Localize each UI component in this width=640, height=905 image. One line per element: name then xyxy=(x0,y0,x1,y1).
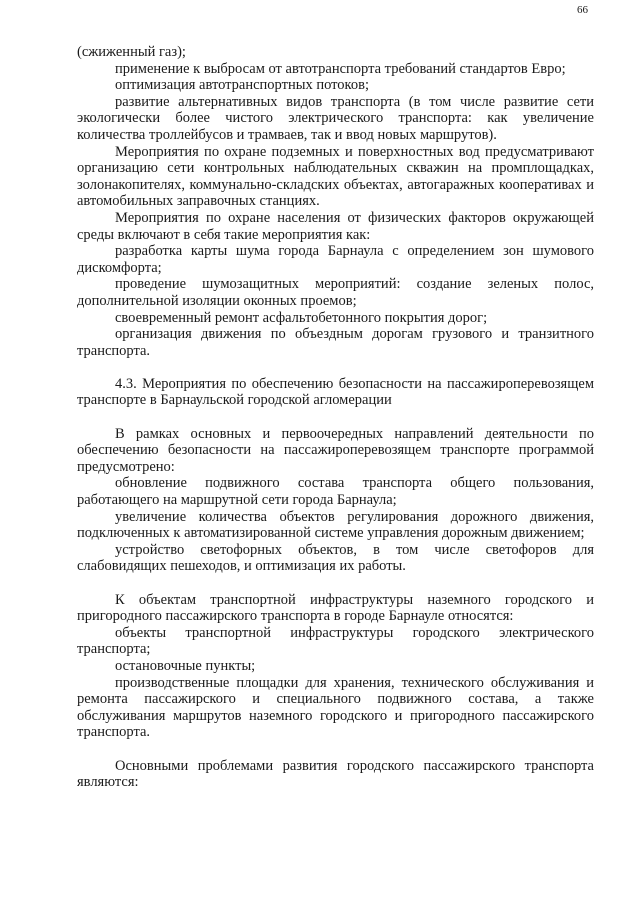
paragraph-spacer xyxy=(77,359,594,376)
paragraph: объекты транспортной инфраструктуры городского электрического транспорта; xyxy=(77,624,594,658)
paragraph-spacer xyxy=(77,575,594,592)
paragraph: обновление подвижного состава транспорта общего пользования, работающего на маршрутной сети города Барнаула; xyxy=(77,475,594,509)
section-heading: 4.3. Мероприятия по обеспечению безопасности на пассажироперевозящем транспорте в Барнаульской городской агломерации xyxy=(77,375,594,409)
paragraph-spacer xyxy=(77,741,594,758)
paragraph: Мероприятия по охране населения от физических факторов окружающей среды включают в себя такие мероприятия как: xyxy=(77,209,594,243)
paragraph: проведение шумозащитных мероприятий: создание зеленых полос, дополнительной изоляции оконных проемов; xyxy=(77,276,594,309)
paragraph: увеличение количества объектов регулирования дорожного движения, подключенных к автоматизированной системе управления дорожным движением; xyxy=(77,508,594,542)
paragraph: оптимизация автотранспортных потоков; xyxy=(115,77,369,94)
paragraph-spacer xyxy=(77,409,594,426)
paragraph: устройство светофорных объектов, в том числе светофоров для слабовидящих пешеходов, и оптимизация их работы. xyxy=(77,541,594,575)
paragraph: Основными проблемами развития городского пассажирского транспорта являются: xyxy=(77,757,594,791)
paragraph: производственные площадки для хранения, технического обслуживания и ремонта пассажирского и специального подвижного состава, а также обслуживания маршрутов наземного городского и пригородного пассажирского транспорта. xyxy=(77,674,594,741)
paragraph: остановочные пункты; xyxy=(115,657,256,674)
paragraph: разработка карты шума города Барнаула с определением зон шумового дискомфорта; xyxy=(77,243,594,276)
paragraph: развитие альтернативных видов транспорта (в том числе развитие сети экологически более чистого электрического транспорта: как увеличение количества троллейбусов и трамваев, так и ввод новых маршрутов). xyxy=(77,93,594,143)
paragraph: организация движения по объездным дорогам грузового и транзитного транспорта. xyxy=(77,326,594,359)
document-body xyxy=(77,44,594,791)
paragraph: (сжиженный газ); xyxy=(77,44,186,60)
paragraph: К объектам транспортной инфраструктуры наземного городского и пригородного пассажирского транспорта в городе Барнауле относятся: xyxy=(77,591,594,625)
paragraph: В рамках основных и первоочередных направлений деятельности по обеспечению безопасности на пассажироперевозящем транспорте программой предусмотрено: xyxy=(77,425,594,475)
paragraph: применение к выбросам от автотранспорта требований стандартов Евро; xyxy=(115,60,566,77)
paragraph: Мероприятия по охране подземных и поверхностных вод предусматривают организацию сети контрольных наблюдательных скважин на промплощадках, золонакопителях, коммунально-складских объектах, автогаражных кооперативах и автомобильных заправочных станциях. xyxy=(77,143,594,210)
paragraph: своевременный ремонт асфальтобетонного покрытия дорог; xyxy=(115,309,488,326)
page-number: 66 xyxy=(577,4,588,16)
